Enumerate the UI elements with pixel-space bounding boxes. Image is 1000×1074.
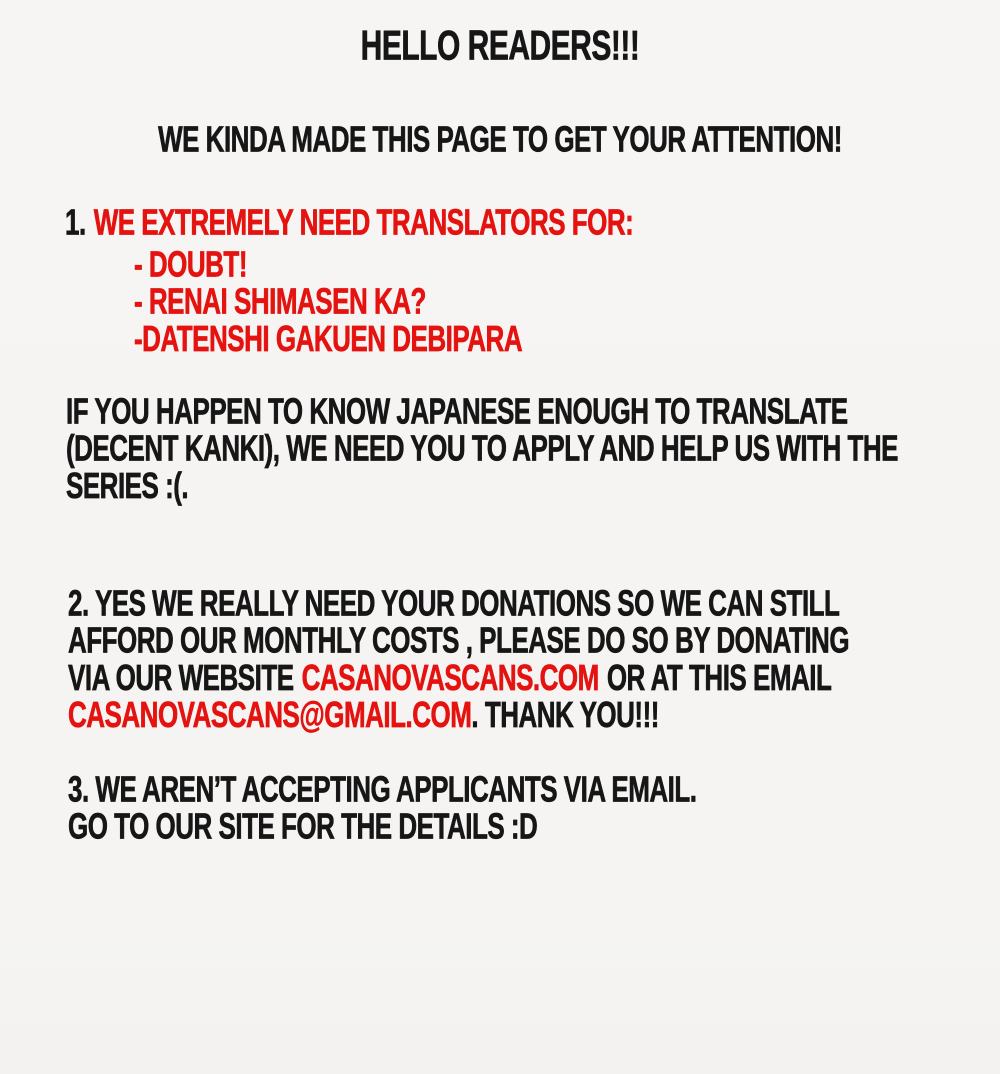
donation-line-4 [68,694,849,736]
donation-line-3-suffix: OR AT THIS EMAIL [606,656,832,699]
email-link[interactable]: CASANOVASCANS@GMAIL.COM [68,694,472,736]
series-list [134,243,523,360]
donation-line-1: 2. YES WE REALLY NEED YOUR DONATIONS SO WE CAN STILL [68,582,840,624]
donation-line-2: AFFORD OUR MONTHLY COSTS , PLEASE DO SO BY DONATING [68,619,850,661]
series-list-item-doubt: - DOUBT! [134,243,247,285]
donation-line-3 [68,656,849,699]
applicants-line-2: GO TO OUR SITE FOR THE DETAILS :D [68,805,538,847]
section1-number: 1. [65,201,86,243]
page-title: HELLO READERS!!! [360,23,640,70]
recruitment-paragraph [66,390,898,507]
page-subtitle: WE KINDA MADE THIS PAGE TO GET YOUR ATTENTION! [158,118,842,160]
recruitment-line-3: SERIES :(. [66,464,189,507]
series-list-item-datenshi-gakuen-debipara: -DATENSHI GAKUEN DEBIPARA [134,317,523,360]
section1-heading [65,201,634,243]
recruitment-line-2: (DECENT KANKI), WE NEED YOU TO APPLY AND HELP US WITH THE [66,427,898,469]
recruitment-line-1: IF YOU HAPPEN TO KNOW JAPANESE ENOUGH TO TRANSLATE [66,390,848,432]
applicants-line-1: 3. WE AREN’T ACCEPTING APPLICANTS VIA EMAIL. [68,768,697,810]
section1-heading-text: WE EXTREMELY NEED TRANSLATORS FOR: [93,201,634,243]
applicants-paragraph [68,768,697,847]
series-list-item-renai-shimasen-ka: - RENAI SHIMASEN KA? [134,280,426,322]
website-link[interactable]: CASANOVASCANS.COM [301,656,599,699]
donation-paragraph [68,582,850,736]
donation-line-3-prefix: VIA OUR WEBSITE [68,656,294,699]
donation-line-4-suffix: . THANK YOU!!! [471,694,659,736]
